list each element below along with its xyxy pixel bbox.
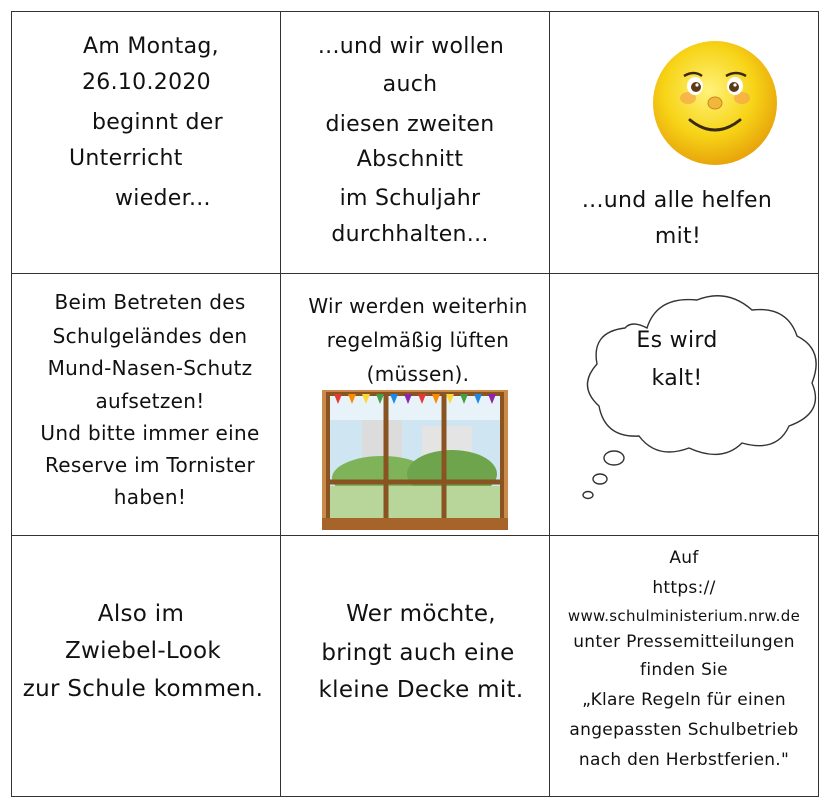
card-line: Mund-Nasen-Schutz [47, 356, 253, 380]
card-line: mit! [654, 224, 702, 249]
card-line: Abschnitt [356, 147, 464, 172]
card-line: bringt auch eine [321, 640, 515, 666]
card-line: angepassten Schulbetrieb [569, 720, 799, 740]
card-line: Zwiebel-Look [64, 638, 222, 664]
card-line: Auf [669, 548, 699, 568]
card-line: Schulgeländes den [52, 324, 248, 348]
card-line: durchhalten... [331, 222, 489, 247]
card-line: (müssen). [366, 362, 470, 386]
card-line: beginnt der [92, 110, 223, 135]
card-line: www.schulministerium.nrw.de [567, 607, 801, 625]
card-line: regelmäßig lüften [326, 328, 510, 352]
card-line: zur Schule kommen. [22, 676, 264, 702]
card-line: Es wird [636, 328, 718, 353]
card-line: Reserve im Tornister [44, 453, 256, 477]
thought-bubble-icon [577, 288, 827, 518]
card-line: auch [382, 72, 438, 97]
card-line: finden Sie [640, 660, 728, 680]
card-line: Am Montag, [83, 34, 219, 59]
card-line: unter Pressemitteilungen [573, 632, 795, 652]
card-line: ...und wir wollen [317, 34, 505, 59]
smiley-sun-icon [650, 38, 780, 168]
card-line: Wer möchte, [346, 601, 496, 627]
card-line: Und bitte immer eine [40, 421, 260, 445]
card-lueften [280, 272, 549, 534]
card-decke [280, 534, 549, 809]
card-line: haben! [113, 485, 187, 509]
card-maske [0, 272, 280, 534]
card-line: diesen zweiten [325, 112, 495, 137]
card-line: Beim Betreten des [54, 290, 246, 314]
card-line: im Schuljahr [339, 186, 481, 211]
card-line: „Klare Regeln für einen [582, 690, 786, 710]
card-info [549, 534, 819, 809]
card-helfen [549, 0, 819, 272]
card-zwiebel [0, 534, 280, 809]
card-line: 26.10.2020 [82, 70, 211, 95]
card-line: wieder... [115, 186, 211, 211]
card-line: Unterricht [69, 146, 183, 171]
card-montag [0, 0, 280, 272]
card-durchhalten [280, 0, 549, 272]
card-line: nach den Herbstferien." [578, 750, 790, 770]
card-line: Wir werden weiterhin [308, 294, 528, 318]
card-line: aufsetzen! [95, 389, 205, 413]
card-line: kleine Decke mit. [318, 677, 524, 703]
card-line: kalt! [651, 366, 703, 391]
card-line: Also im [97, 601, 185, 627]
window-icon [322, 390, 508, 530]
card-kalt [549, 272, 819, 534]
card-line: https:// [652, 578, 716, 598]
card-line: ...und alle helfen [581, 188, 773, 213]
